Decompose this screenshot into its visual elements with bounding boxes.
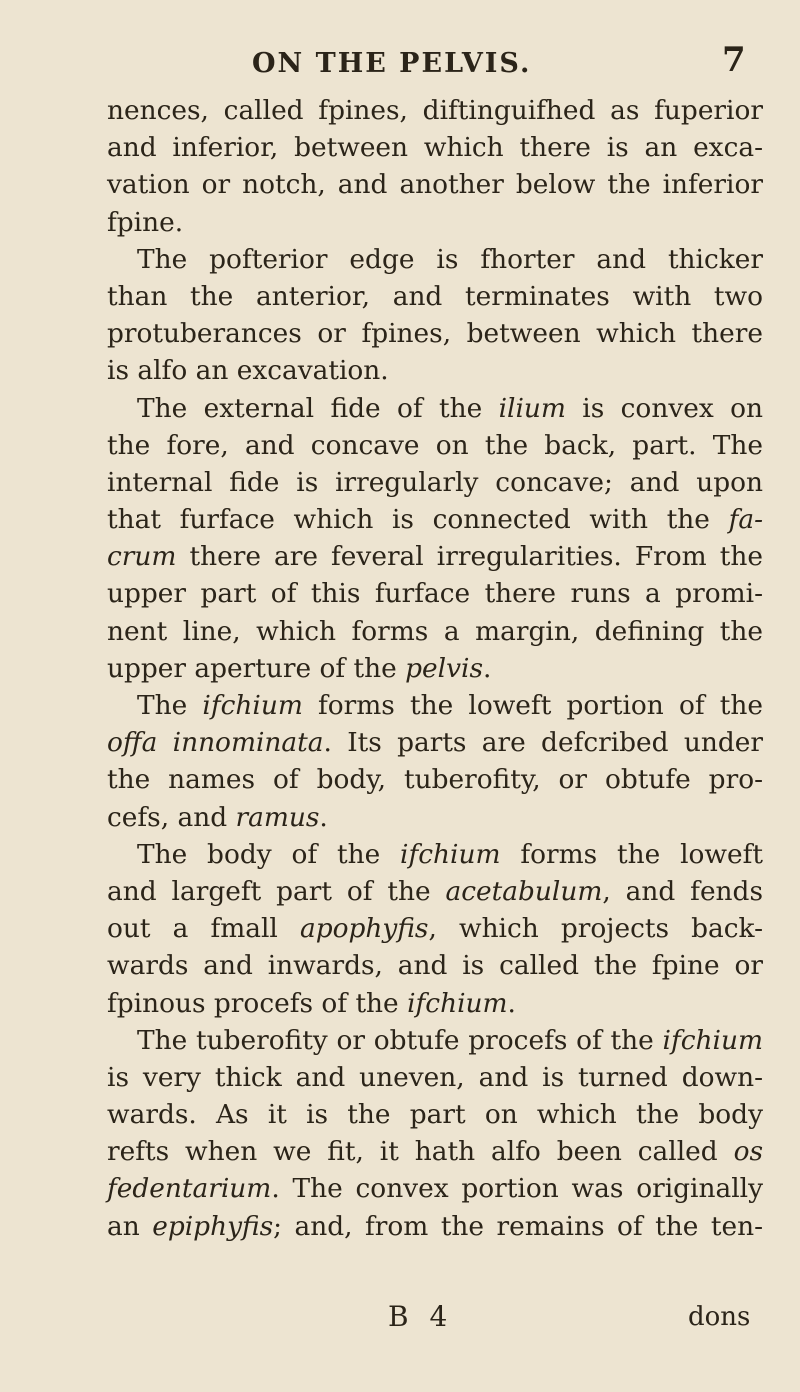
text-line bbox=[107, 315, 763, 352]
text-run: fpine. bbox=[107, 206, 184, 238]
italic-term: epiphyfis bbox=[152, 1210, 274, 1242]
text-run: there are feveral irregularities. From the bbox=[176, 541, 763, 573]
text-line bbox=[107, 947, 763, 984]
text-run: The pofterior edge is fhorter and thicker bbox=[137, 243, 763, 275]
text-run: . bbox=[319, 801, 328, 833]
text-run: , and fends bbox=[602, 875, 763, 907]
text-line bbox=[107, 1059, 763, 1096]
text-run: nent line, which forms a margin, defining the bbox=[107, 615, 763, 647]
text-run: the names of body, tuberofity, or obtufe pro- bbox=[107, 764, 763, 796]
text-line bbox=[107, 166, 763, 203]
text-line bbox=[107, 650, 763, 687]
text-run: and largeft part of the bbox=[107, 875, 446, 907]
signature-mark: B 4 bbox=[388, 1300, 454, 1333]
text-run: . bbox=[507, 987, 516, 1019]
italic-term: ilium bbox=[498, 392, 566, 424]
text-run: forms the loweft bbox=[500, 838, 763, 870]
text-run: upper part of this furface there runs a promi- bbox=[107, 578, 763, 610]
text-run: nences, called fpines, diftinguifhed as fuperior bbox=[107, 95, 763, 126]
text-run: The bbox=[137, 690, 203, 721]
italic-term: ifchium bbox=[400, 838, 501, 870]
text-run: . The convex portion was originally bbox=[271, 1173, 763, 1205]
text-run: internal fide is irregularly concave; and upon bbox=[107, 466, 763, 498]
catchword: dons bbox=[688, 1302, 751, 1332]
text-line bbox=[107, 687, 763, 724]
text-line bbox=[107, 538, 763, 575]
page-number: 7 bbox=[722, 40, 746, 80]
text-line bbox=[107, 278, 763, 315]
text-line bbox=[107, 352, 763, 389]
italic-term: acetabulum bbox=[445, 875, 603, 907]
text-line bbox=[107, 204, 763, 241]
italic-term: crum bbox=[107, 541, 177, 573]
text-line bbox=[107, 613, 763, 650]
text-line bbox=[107, 241, 763, 278]
text-run: wards and inwards, and is called the fpine or bbox=[107, 950, 763, 982]
text-run: . Its parts are defcribed under bbox=[323, 727, 764, 759]
text-line bbox=[107, 92, 763, 129]
text-run: out a fmall bbox=[107, 913, 300, 945]
text-run: The body of the bbox=[137, 838, 401, 870]
text-run: , which projects back- bbox=[428, 913, 763, 945]
running-title: ON THE PELVIS. bbox=[252, 48, 532, 79]
text-line bbox=[107, 761, 763, 798]
text-run: an bbox=[107, 1210, 153, 1242]
page-footer bbox=[0, 1300, 800, 1340]
text-line bbox=[107, 873, 763, 910]
italic-term: apophyfis bbox=[300, 913, 429, 945]
text-line bbox=[107, 575, 763, 612]
text-run: cefs, and bbox=[107, 801, 236, 833]
text-line bbox=[107, 129, 763, 166]
text-line bbox=[107, 910, 763, 947]
body-text bbox=[107, 92, 763, 1245]
italic-term: fedentarium bbox=[107, 1173, 272, 1205]
text-run: protuberances or fpines, between which there bbox=[107, 318, 763, 350]
text-line bbox=[107, 1170, 763, 1207]
text-line bbox=[107, 1208, 763, 1245]
text-run: The tuberofity or obtufe procefs of the bbox=[137, 1024, 663, 1056]
text-run: ; and, from the remains of the ten- bbox=[273, 1210, 763, 1242]
italic-term: fa- bbox=[728, 504, 763, 536]
text-run: is alfo an excavation. bbox=[107, 355, 389, 387]
italic-term: ifchium bbox=[202, 690, 303, 721]
text-run: upper aperture of the bbox=[107, 652, 406, 684]
text-run: fpinous procefs of the bbox=[107, 987, 408, 1019]
text-line bbox=[107, 724, 763, 761]
italic-term: ifchium bbox=[407, 987, 508, 1019]
text-line bbox=[107, 985, 763, 1022]
text-line bbox=[107, 799, 763, 836]
text-line bbox=[107, 427, 763, 464]
page-header bbox=[0, 40, 800, 88]
text-run: is convex on bbox=[565, 392, 763, 424]
text-line bbox=[107, 390, 763, 427]
text-line bbox=[107, 836, 763, 873]
italic-term: pelvis bbox=[405, 652, 484, 684]
text-run: The external fide of the bbox=[137, 392, 499, 424]
text-line bbox=[107, 501, 763, 538]
text-run: than the anterior, and terminates with two bbox=[107, 280, 763, 312]
text-line bbox=[107, 1133, 763, 1170]
text-run: that furface which is connected with the bbox=[107, 504, 729, 536]
italic-term: ifchium bbox=[662, 1024, 763, 1056]
text-run: wards. As it is the part on which the body bbox=[107, 1099, 763, 1131]
italic-term: ramus bbox=[235, 801, 320, 833]
italic-term: os bbox=[733, 1136, 763, 1168]
text-run: and inferior, between which there is an exca- bbox=[107, 132, 763, 164]
text-run: is very thick and uneven, and is turned down- bbox=[107, 1061, 763, 1093]
text-run: forms the loweft portion of the bbox=[302, 690, 763, 721]
text-run: refts when we fit, it hath alfo been called bbox=[107, 1136, 734, 1168]
italic-term: offa innominata bbox=[107, 727, 324, 759]
text-line bbox=[107, 464, 763, 501]
text-line bbox=[107, 1096, 763, 1133]
text-run: vation or notch, and another below the inferior bbox=[107, 169, 763, 201]
text-line bbox=[107, 1022, 763, 1059]
text-run: the fore, and concave on the back, part. The bbox=[107, 429, 763, 461]
text-run: . bbox=[483, 652, 492, 684]
